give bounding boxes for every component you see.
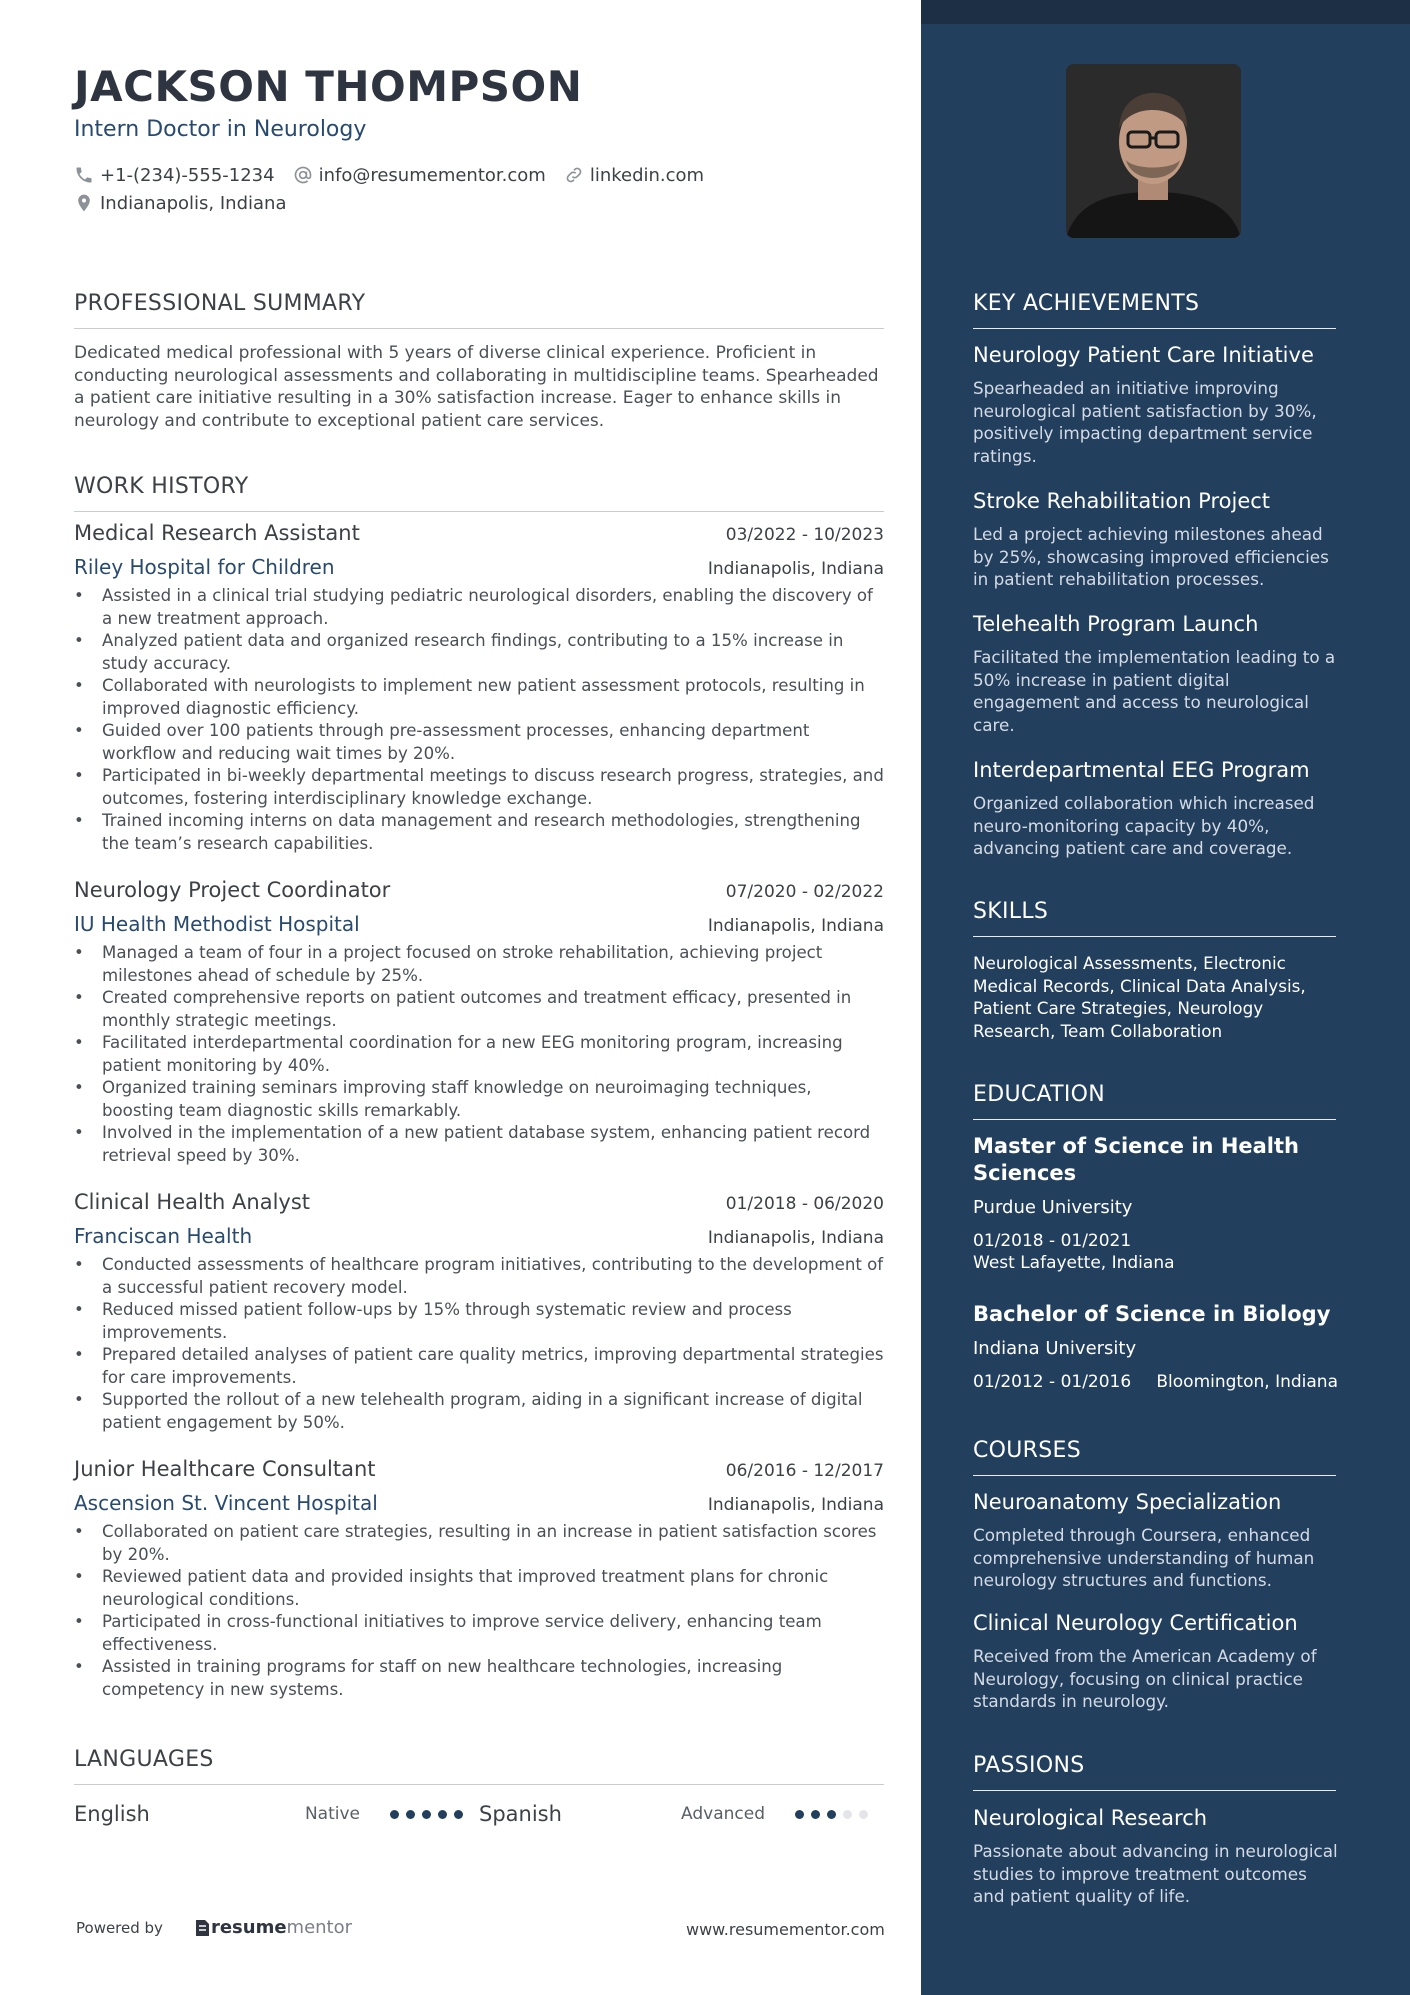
- achievement-desc: Organized collaboration which increased neuro-monitoring capacity by 40%, advancing patient care and coverage.: [973, 793, 1315, 858]
- brand-mark-icon: [193, 1918, 211, 1938]
- list-item: • Assisted in a clinical trial studying pediatric neurological disorders, enabling the discovery of a new treatment approach.: [74, 585, 884, 630]
- list-item: • Prepared detailed analyses of patient care quality metrics, improving departmental strategies for care improvements.: [74, 1344, 884, 1389]
- language-item: [74, 1802, 479, 1826]
- avatar: [1066, 64, 1241, 238]
- job-title: Intern Doctor in Neurology: [74, 117, 367, 142]
- footer-url[interactable]: www.resumementor.com: [686, 1920, 885, 1939]
- job-entry-location: Indianapolis, Indiana: [707, 916, 884, 936]
- languages-list: [74, 1797, 884, 1831]
- job-entry-company: IU Health Methodist Hospital: [74, 912, 360, 936]
- brand-light: mentor: [286, 1917, 353, 1938]
- job-entry-location: Indianapolis, Indiana: [707, 1228, 884, 1248]
- education-dates: 01/2018 - 01/2021: [973, 1231, 1132, 1251]
- candidate-name: JACKSON THOMPSON: [74, 62, 583, 111]
- achievements-heading: KEY ACHIEVEMENTS: [973, 291, 1336, 329]
- job-entry: [74, 521, 884, 855]
- job-entry-title: Neurology Project Coordinator: [74, 878, 391, 902]
- achievement-desc: Led a project achieving milestones ahead by 25%, showcasing improved efficiencies in patient rehabilitation processes.: [973, 524, 1329, 589]
- passion-item: [973, 1804, 1338, 1908]
- language-level: Advanced: [681, 1804, 765, 1824]
- job-entry-dates: 07/2020 - 02/2022: [725, 882, 884, 902]
- list-item: • Guided over 100 patients through pre-assessment processes, enhancing department workflow and reducing wait times by 20%.: [74, 720, 884, 765]
- achievement-item: [973, 487, 1338, 591]
- rating-dot: [811, 1810, 820, 1819]
- rating-dot: [390, 1810, 399, 1819]
- achievement-title: Stroke Rehabilitation Project: [973, 489, 1271, 513]
- list-item: • Created comprehensive reports on patient outcomes and treatment efficacy, presented in monthly strategic meetings.: [74, 987, 884, 1032]
- job-entry-company: Riley Hospital for Children: [74, 555, 335, 579]
- list-item: • Organized training seminars improving staff knowledge on neuroimaging techniques, boosting team diagnostic skills remarkably.: [74, 1077, 884, 1122]
- job-entry-dates: 03/2022 - 10/2023: [725, 525, 884, 545]
- phone-contact[interactable]: [74, 165, 275, 186]
- job-entry: [74, 878, 884, 1167]
- linkedin-contact[interactable]: [564, 165, 704, 186]
- list-item: • Reviewed patient data and provided insights that improved treatment plans for chronic neurological conditions.: [74, 1566, 884, 1611]
- job-entry-dates: 06/2016 - 12/2017: [725, 1461, 884, 1481]
- list-item: • Analyzed patient data and organized research findings, contributing to a 15% increase in study accuracy.: [74, 630, 884, 675]
- job-bullets: [74, 1521, 884, 1701]
- job-entry-company: Ascension St. Vincent Hospital: [74, 1491, 378, 1515]
- list-item: • Collaborated with neurologists to implement new patient assessment protocols, resulting in improved diagnostic efficiency.: [74, 675, 884, 720]
- list-item: • Assisted in training programs for staff on new healthcare technologies, increasing competency in new systems.: [74, 1656, 884, 1701]
- email-text: info@resumementor.com: [318, 164, 546, 186]
- rating-dot: [795, 1810, 804, 1819]
- job-entry-location: Indianapolis, Indiana: [707, 559, 884, 579]
- achievement-title: Telehealth Program Launch: [973, 612, 1259, 636]
- rating-dot: [438, 1810, 447, 1819]
- at-icon: [293, 165, 313, 185]
- languages-heading: LANGUAGES: [74, 1747, 884, 1785]
- language-rating: [390, 1810, 470, 1819]
- job-bullets: [74, 585, 884, 855]
- education-degree: Bachelor of Science in Biology: [973, 1302, 1331, 1326]
- job-entry: [74, 1190, 884, 1434]
- education-location: West Lafayette, Indiana: [973, 1253, 1175, 1273]
- rating-dot: [422, 1810, 431, 1819]
- language-level: Native: [304, 1804, 360, 1824]
- course-title: Clinical Neurology Certification: [973, 1611, 1298, 1635]
- education-school: Indiana University: [973, 1338, 1137, 1359]
- email-contact[interactable]: [293, 165, 546, 186]
- achievement-desc: Facilitated the implementation leading to a 50% increase in patient digital engagement and access to neurological care.: [973, 647, 1336, 735]
- achievement-title: Neurology Patient Care Initiative: [973, 343, 1314, 367]
- language-item: [479, 1802, 884, 1826]
- education-dates: 01/2012 - 01/2016: [973, 1372, 1132, 1392]
- contact-info: [74, 161, 722, 217]
- education-item: [973, 1133, 1338, 1274]
- education-degree: Master of Science in Health Sciences: [973, 1134, 1299, 1185]
- list-item: • Managed a team of four in a project focused on stroke rehabilitation, achieving project milestones ahead of schedule by 25%.: [74, 942, 884, 987]
- course-title: Neuroanatomy Specialization: [973, 1490, 1282, 1514]
- passion-title: Neurological Research: [973, 1806, 1208, 1830]
- education-location: Bloomington, Indiana: [1156, 1372, 1338, 1392]
- course-desc: Completed through Coursera, enhanced comprehensive understanding of human neurology structures and functions.: [973, 1525, 1315, 1590]
- sidebar-top-bar: [921, 0, 1410, 24]
- language-rating: [795, 1810, 875, 1819]
- profile-photo: [1066, 64, 1241, 238]
- education-item: [973, 1301, 1338, 1393]
- brand-logo[interactable]: [193, 1917, 352, 1938]
- job-entry-title: Junior Healthcare Consultant: [74, 1457, 376, 1481]
- list-item: • Facilitated interdepartmental coordination for a new EEG monitoring program, increasing patient monitoring by 40%.: [74, 1032, 884, 1077]
- course-desc: Received from the American Academy of Neurology, focusing on clinical practice standards in neurology.: [973, 1646, 1317, 1711]
- achievement-desc: Spearheaded an initiative improving neurological patient satisfaction by 30%, positively impacting department service ratings.: [973, 378, 1317, 466]
- list-item: • Trained incoming interns on data management and research methodologies, strengthening the team’s research capabilities.: [74, 810, 884, 855]
- location-pin-icon: [74, 193, 94, 213]
- list-item: • Participated in cross-functional initiatives to improve service delivery, enhancing team effectiveness.: [74, 1611, 884, 1656]
- skills-text: Neurological Assessments, Electronic Medical Records, Clinical Data Analysis, Patient Care Strategies, Neurology Research, Team Collaboration: [973, 953, 1306, 1041]
- rating-dot: [454, 1810, 463, 1819]
- achievement-title: Interdepartmental EEG Program: [973, 758, 1310, 782]
- job-bullets: [74, 942, 884, 1167]
- rating-dot: [843, 1810, 852, 1819]
- brand-bold: resume: [210, 1917, 287, 1938]
- skills-list: [973, 952, 1338, 1042]
- list-item: • Reduced missed patient follow-ups by 15% through systematic review and process improvements.: [74, 1299, 884, 1344]
- list-item: • Involved in the implementation of a new patient database system, enhancing patient record retrieval speed by 30%.: [74, 1122, 884, 1167]
- education-meta: [973, 1371, 1338, 1393]
- job-bullets: [74, 1254, 884, 1434]
- phone-text: +1-(234)-555-1234: [100, 164, 275, 186]
- job-entry-dates: 01/2018 - 06/2020: [725, 1194, 884, 1214]
- phone-icon: [74, 165, 94, 185]
- course-item: [973, 1488, 1338, 1592]
- list-item: • Supported the rollout of a new telehealth program, aiding in a significant increase of digital patient engagement by 50%.: [74, 1389, 884, 1434]
- powered-by: [76, 1917, 352, 1938]
- list-item: • Participated in bi-weekly departmental meetings to discuss research progress, strategies, and outcomes, fostering interdisciplinary knowledge exchange.: [74, 765, 884, 810]
- location-contact: [74, 193, 287, 214]
- achievement-item: [973, 341, 1338, 467]
- rating-dot: [827, 1810, 836, 1819]
- language-name: Spanish: [479, 1802, 562, 1826]
- job-entry: [74, 1457, 884, 1701]
- location-text: Indianapolis, Indiana: [100, 192, 287, 214]
- linkedin-text: linkedin.com: [589, 164, 705, 186]
- passions-heading: PASSIONS: [973, 1753, 1336, 1791]
- courses-heading: COURSES: [973, 1438, 1336, 1476]
- list-item: • Conducted assessments of healthcare program initiatives, contributing to the development of a successful patient recovery model.: [74, 1254, 884, 1299]
- achievement-item: [973, 610, 1338, 736]
- skills-heading: SKILLS: [973, 899, 1336, 937]
- link-icon: [564, 165, 584, 185]
- course-item: [973, 1609, 1338, 1713]
- summary-text: Dedicated medical professional with 5 years of diverse clinical experience. Proficient in conducting neurological assessments and collaborating in multidiscipline teams. Spearheaded a patient care initiative resulting in a 30% satisfaction increase. Eager to enhance skills in neurology and contribute to exceptional patient care services.: [74, 343, 879, 431]
- list-item: • Collaborated on patient care strategies, resulting in an increase in patient satisfaction scores by 20%.: [74, 1521, 884, 1566]
- rating-dot: [859, 1810, 868, 1819]
- work-history-heading: WORK HISTORY: [74, 474, 884, 512]
- education-heading: EDUCATION: [973, 1082, 1336, 1120]
- passion-desc: Passionate about advancing in neurological studies to improve treatment outcomes and patient quality of life.: [973, 1841, 1338, 1906]
- education-school: Purdue University: [973, 1197, 1133, 1218]
- achievement-item: [973, 756, 1338, 860]
- rating-dot: [406, 1810, 415, 1819]
- job-entry-location: Indianapolis, Indiana: [707, 1495, 884, 1515]
- job-entry-company: Franciscan Health: [74, 1224, 253, 1248]
- powered-by-label: Powered by: [76, 1918, 163, 1937]
- language-name: English: [74, 1802, 150, 1826]
- summary-heading: PROFESSIONAL SUMMARY: [74, 291, 884, 329]
- job-entry-title: Clinical Health Analyst: [74, 1190, 311, 1214]
- job-entry-title: Medical Research Assistant: [74, 521, 360, 545]
